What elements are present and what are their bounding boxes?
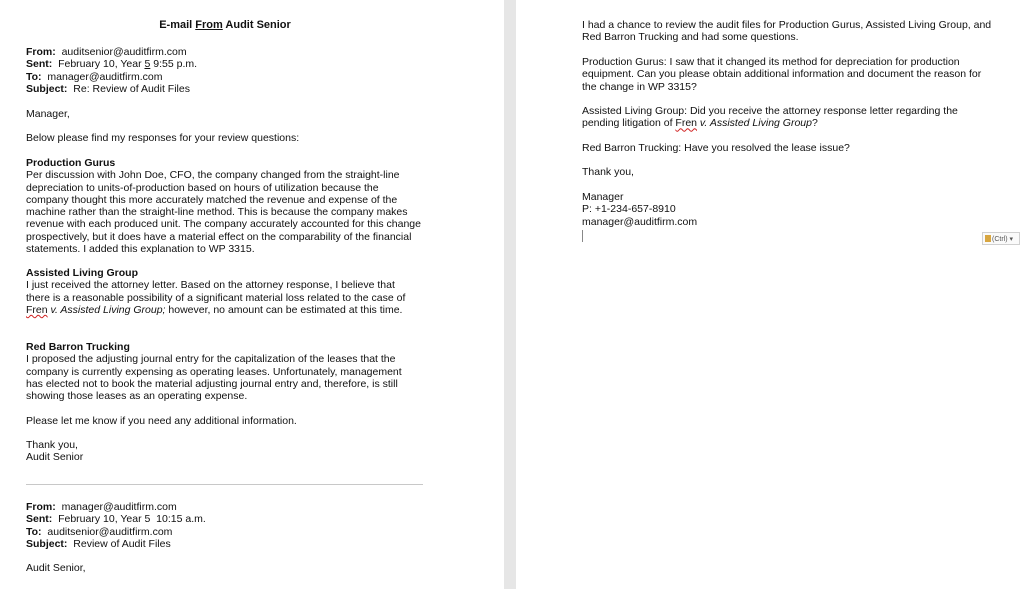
signature-block: Thank you, Audit Senior <box>26 439 84 464</box>
question-assisted-living-group: Assisted Living Group: Did you receive the attorney response letter regarding the pending litigation of Fren v. Assisted Living Group? <box>582 105 958 130</box>
email-header-reply: From: auditsenior@auditfirm.com Sent: February 10, Year 5 9:55 p.m. To: manager@auditfirm.com Subject: Re: Review of Audit Files <box>26 46 198 95</box>
question-red-barron-trucking: Red Barron Trucking: Have you resolved the lease issue? <box>582 142 850 154</box>
email-header-original: From: manager@auditfirm.com Sent: February 10, Year 5 10:15 a.m. To: auditsenior@auditfirm.com Subject: Review of Audit Files <box>26 501 206 550</box>
section-heading: Red Barron Trucking <box>26 341 130 353</box>
page-title: E-mail From Audit Senior <box>159 19 291 31</box>
chevron-down-icon: ▾ <box>1009 236 1014 243</box>
section-heading: Assisted Living Group <box>26 267 139 279</box>
intro-text: Below please find my responses for your review questions: <box>26 132 300 144</box>
section-body: I proposed the adjusting journal entry for the capitalization of the leases that the company is currently expensing as operating leases. Unfortunately, management has elected not to book the material adjusting journal entry and, therefore, is still showing those leases as an operating expense. <box>26 353 402 403</box>
right-page <box>516 0 1024 589</box>
divider <box>26 484 423 485</box>
from-value: auditsenior@auditfirm.com <box>61 46 187 58</box>
page-gutter <box>504 0 516 589</box>
review-intro: I had a chance to review the audit files for Production Gurus, Assisted Living Group, and Red Barron Trucking and had some questions. <box>582 19 992 44</box>
question-production-gurus: Production Gurus: I saw that it changed its method for depreciation for production equipment. Can you please obtain additional information and document the reason for the change in WP 3315? <box>582 56 982 93</box>
section-production-gurus <box>26 157 421 255</box>
greeting: Manager, <box>26 108 70 120</box>
manager-signature: Manager P: +1-234-657-8910 manager@auditfirm.com <box>582 191 698 228</box>
text-cursor <box>582 230 583 242</box>
section-body: Per discussion with John Doe, CFO, the company changed from the straight-line depreciation to units-of-production based on hours of utilization because the company thought this more accurately matched the revenue and expense of the machine rather than the straight-line method. This is because the company makes revenue with each produced unit. The company accurately accounted for this change prospectively, but it does have a material effect on the comparability of the financial statements. I added this explanation to WP 3315. <box>26 169 421 256</box>
section-heading: Production Gurus <box>26 157 116 169</box>
paste-options-button[interactable]: (Ctrl) ▾ <box>982 232 1020 245</box>
closing-request: Please let me know if you need any additional information. <box>26 415 297 427</box>
section-assisted-living-group <box>26 267 421 316</box>
section-red-barron-trucking <box>26 341 421 402</box>
greeting-original: Audit Senior, <box>26 562 86 574</box>
section-body: I just received the attorney letter. Based on the attorney response, I believe that there is a reasonable possibility of a significant material loss related to the case of Fren v. Assisted Living Group; however, no amount can be estimated at this time. <box>26 279 406 316</box>
signoff: Thank you, <box>582 166 634 178</box>
left-page <box>0 0 504 589</box>
clipboard-icon <box>985 235 991 242</box>
